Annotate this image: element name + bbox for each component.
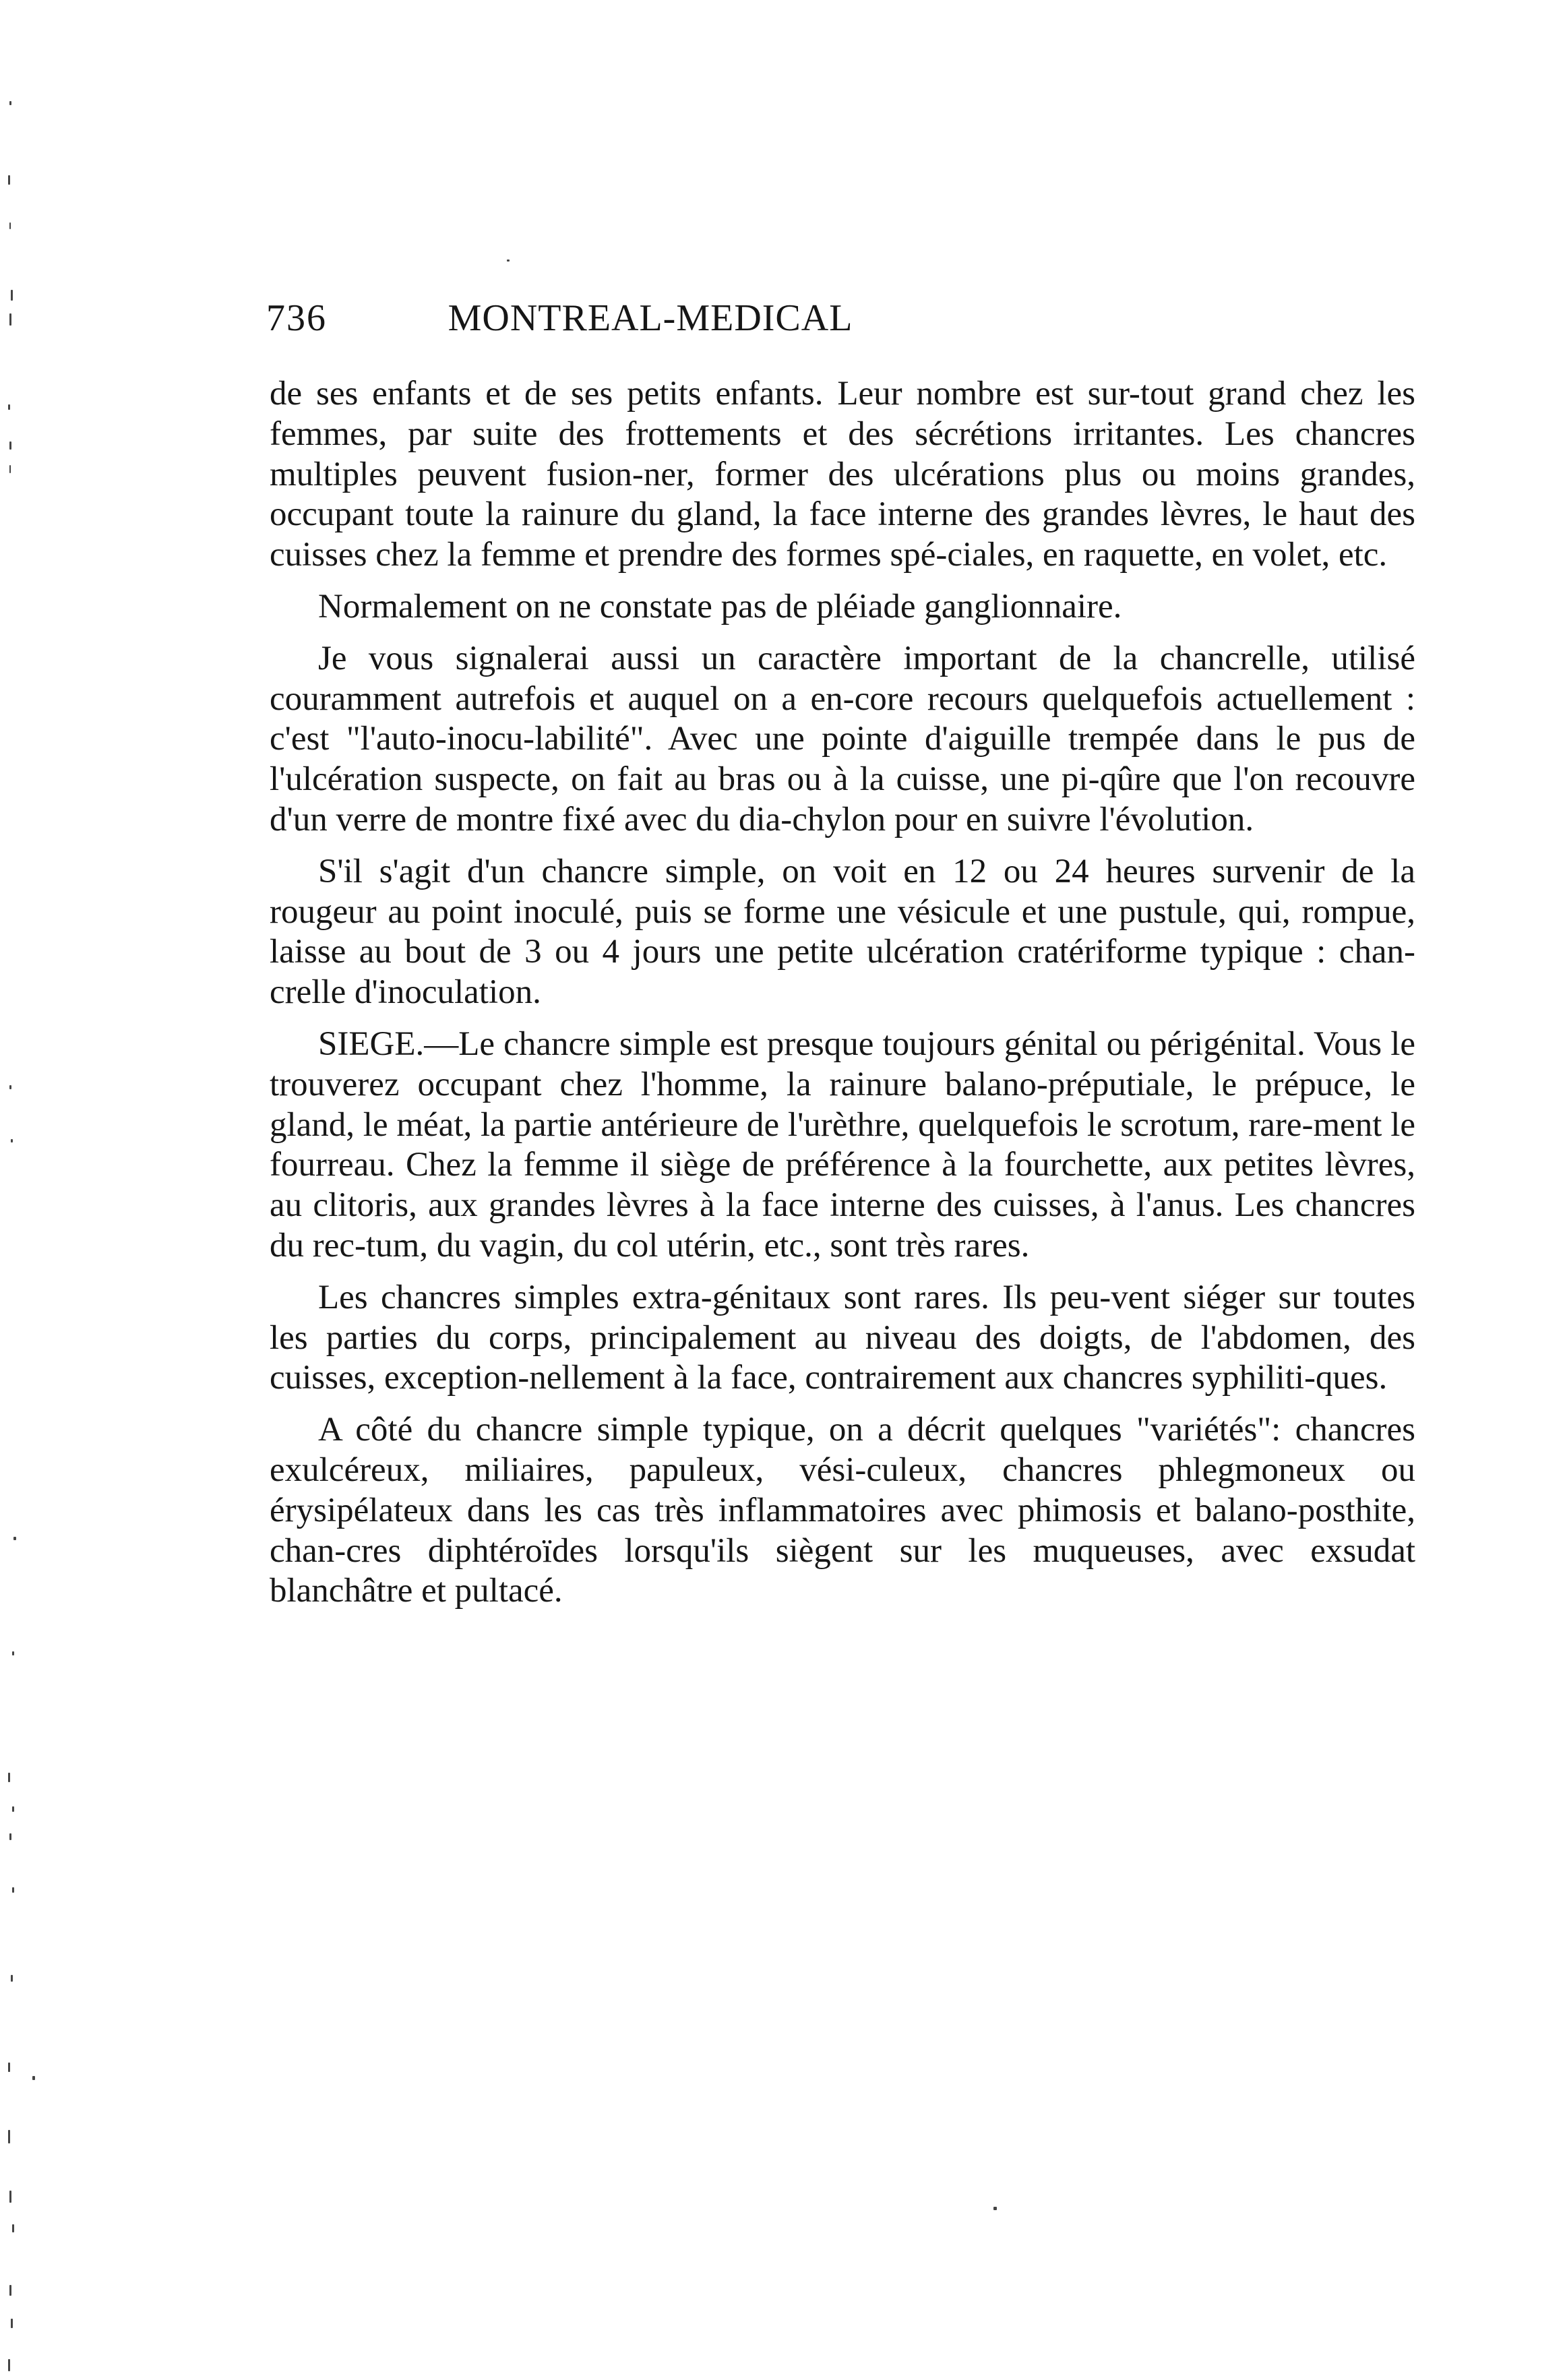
scan-speck <box>13 1537 16 1540</box>
scan-speck <box>9 465 11 473</box>
scan-speck <box>11 2319 13 2328</box>
scan-speck <box>12 2224 14 2232</box>
paragraph: Les chancres simples extra-génitaux sont rares. Ils peu-vent siéger sur toutes les parties du corps, principalement au niveau des doigts, de l'abdomen, des cuisses, exception-nellement à la face, contrairement aux chancres syphiliti-ques. <box>270 1278 1415 1397</box>
scan-speck <box>11 290 13 301</box>
paragraph: Je vous signalerai aussi un caractère important de la chancrelle, utilisé couramment autrefois et auquel on a en-core recours quelquefois actuellement : c'est "l'auto-inocu-labilité". Avec une pointe d'aiguille trempée dans le pus de l'ulcération suspecte, on fait au bras ou à la cuisse, une pi-qûre que l'on recouvre d'un verre de montre fixé avec du dia-chylon pour en suivre l'évolution. <box>270 639 1415 838</box>
paragraph: A côté du chancre simple typique, on a décrit quelques "variétés": chancres exulcéreux, miliaires, papuleux, vési-culeux, chancres phlegmoneux ou érysipélateux dans les cas très inflammatoires avec phimosis et balano-posthite, chan-cres diphtéroïdes lorsqu'ils siègent sur les muqueuses, avec exsudat blanchâtre et pultacé. <box>270 1411 1415 1610</box>
scan-speck <box>993 2207 997 2210</box>
scan-speck <box>8 2063 10 2072</box>
scan-speck <box>9 441 11 450</box>
paragraph-continuation: de ses enfants et de ses petits enfants. Leur nombre est sur-tout grand chez les femmes, par suite des frottements et des sécrétions irritantes. Les chancres multiples peuvent fusion-ner, former des ulcérations plus ou moins grandes, occupant toute la rainure du gland, la face interne des grandes lèvres, le haut des cuisses chez la femme et prendre des formes spé-ciales, en raquette, en volet, etc. <box>270 375 1415 574</box>
running-title: MONTREAL-MEDICAL <box>448 297 853 339</box>
scan-speck <box>9 2285 11 2296</box>
scan-speck <box>12 1651 14 1655</box>
body-text <box>270 374 1415 1612</box>
scan-speck <box>9 222 11 229</box>
scan-speck <box>12 1806 14 1812</box>
scan-speck <box>8 2359 10 2371</box>
scan-speck <box>507 260 510 262</box>
scan-speck <box>32 2076 35 2080</box>
scan-speck <box>9 2191 11 2203</box>
scan-speck <box>9 313 11 326</box>
scan-speck <box>8 404 10 410</box>
scan-speck <box>8 1773 10 1782</box>
scan-speck <box>11 1975 13 1982</box>
scan-speck <box>9 1085 11 1089</box>
scan-speck <box>9 101 11 105</box>
page-header <box>266 297 1035 350</box>
paragraph: S'il s'agit d'un chancre simple, on voit en 12 ou 24 heures survenir de la rougeur au point inoculé, puis se forme une vésicule et une pustule, qui, rompue, laisse au bout de 3 ou 4 jours une petite ulcération cratériforme typique : chan-crelle d'inoculation. <box>270 852 1415 1012</box>
scan-speck <box>11 1139 13 1142</box>
scan-speck <box>8 2130 10 2143</box>
paragraph: Normalement on ne constate pas de pléiade ganglionnaire. <box>318 587 1122 625</box>
scan-speck <box>12 1887 14 1893</box>
page-number: 736 <box>266 297 327 339</box>
scan-margin-artifacts <box>0 0 74 2380</box>
scan-speck <box>8 175 10 185</box>
scan-speck <box>9 1833 11 1840</box>
paragraph: SIEGE.—Le chancre simple est presque toujours génital ou périgénital. Vous le trouverez occupant chez l'homme, la rainure balano-préputiale, le prépuce, le gland, le méat, la partie antérieure de l'urèthre, quelquefois le scrotum, rare-ment le fourreau. Chez la femme il siège de préférence à la fourchette, aux petites lèvres, au clitoris, aux grandes lèvres à la face interne des cuisses, à l'anus. Les chancres du rec-tum, du vagin, du col utérin, etc., sont très rares. <box>270 1025 1415 1264</box>
